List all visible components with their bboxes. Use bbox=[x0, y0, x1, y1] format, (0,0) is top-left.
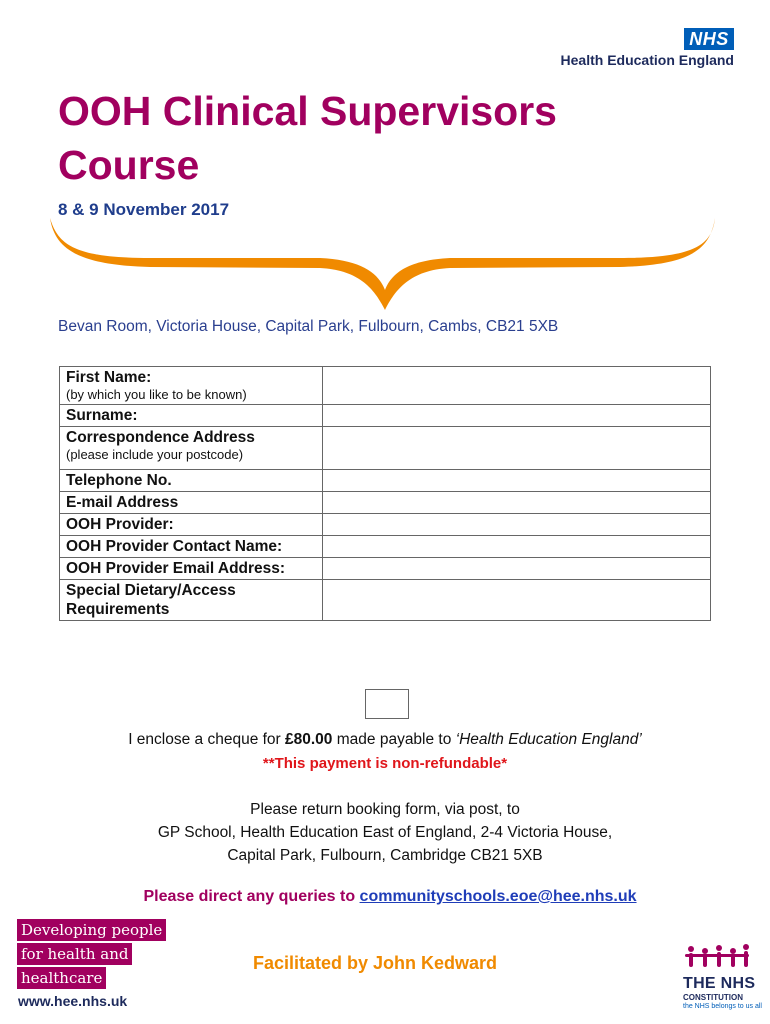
queries-email-link[interactable]: communityschools.eoe@hee.nhs.uk bbox=[359, 888, 637, 905]
cheque-payee: ‘Health Education England’ bbox=[455, 731, 642, 748]
dietary-field[interactable] bbox=[322, 580, 711, 621]
venue-address: Bevan Room, Victoria House, Capital Park, Fulbourn, Cambs, CB21 5XB bbox=[58, 318, 559, 335]
provider-email-label: OOH Provider Email Address: bbox=[66, 560, 286, 577]
page-title: OOH Clinical Supervisors Course bbox=[58, 88, 557, 188]
cheque-middle: made payable to bbox=[332, 731, 456, 748]
surname-label: Surname: bbox=[66, 407, 138, 424]
address-hint: (please include your postcode) bbox=[66, 447, 244, 462]
first-name-hint: (by which you like to be known) bbox=[66, 387, 247, 402]
provider-label: OOH Provider: bbox=[66, 516, 174, 533]
telephone-field[interactable] bbox=[322, 470, 711, 492]
form-row-provider bbox=[60, 514, 711, 536]
course-date: 8 & 9 November 2017 bbox=[58, 200, 230, 219]
queries-line bbox=[0, 888, 770, 906]
provider-contact-label: OOH Provider Contact Name: bbox=[66, 538, 283, 555]
provider-contact-field[interactable] bbox=[322, 536, 711, 558]
constitution-sub: CONSTITUTION bbox=[683, 993, 743, 1002]
form-row-surname bbox=[60, 405, 711, 427]
form-row-first-name bbox=[60, 367, 711, 405]
return-line-2: GP School, Health Education East of England, 2-4 Victoria House, bbox=[157, 824, 613, 841]
cheque-statement bbox=[0, 731, 770, 749]
org-name: Health Education England bbox=[560, 52, 734, 68]
form-row-provider-contact bbox=[60, 536, 711, 558]
surname-field[interactable] bbox=[322, 405, 711, 427]
refund-note: **This payment is non-refundable* bbox=[262, 755, 508, 772]
form-row-telephone bbox=[60, 470, 711, 492]
cheque-prefix: I enclose a cheque for bbox=[128, 731, 286, 748]
form-row-address bbox=[60, 427, 711, 470]
tagline-line-1: Developing people bbox=[17, 919, 166, 941]
booking-form bbox=[59, 366, 711, 621]
people-icon bbox=[683, 943, 753, 973]
form-row-email bbox=[60, 492, 711, 514]
address-field[interactable] bbox=[322, 427, 711, 470]
form-row-dietary bbox=[60, 580, 711, 621]
orange-brace-decoration bbox=[0, 210, 770, 315]
tagline-line-2: for health and bbox=[17, 943, 132, 965]
facilitator: Facilitated by John Kedward bbox=[253, 953, 498, 973]
dietary-label: Special Dietary/Access Requirements bbox=[66, 582, 236, 618]
address-label: Correspondence Address bbox=[66, 429, 255, 446]
return-line-1: Please return booking form, via post, to bbox=[250, 801, 520, 818]
constitution-tagline: the NHS belongs to us all bbox=[683, 1003, 762, 1010]
constitution-title: THE NHS bbox=[683, 975, 756, 992]
email-field[interactable] bbox=[322, 492, 711, 514]
return-instructions bbox=[0, 798, 770, 867]
provider-field[interactable] bbox=[322, 514, 711, 536]
provider-email-field[interactable] bbox=[322, 558, 711, 580]
cheque-checkbox[interactable] bbox=[365, 689, 409, 719]
first-name-label: First Name: bbox=[66, 369, 152, 386]
email-label: E-mail Address bbox=[66, 494, 179, 511]
return-line-3: Capital Park, Fulbourn, Cambridge CB21 5XB bbox=[227, 847, 543, 864]
cheque-amount: £80.00 bbox=[285, 731, 333, 748]
queries-text: Please direct any queries to bbox=[143, 888, 360, 905]
website-url: www.hee.nhs.uk bbox=[18, 993, 128, 1009]
tagline-line-3: healthcare bbox=[17, 967, 106, 989]
nhs-logo: NHS bbox=[684, 28, 734, 50]
form-row-provider-email bbox=[60, 558, 711, 580]
telephone-label: Telephone No. bbox=[66, 472, 172, 489]
first-name-field[interactable] bbox=[322, 367, 711, 405]
